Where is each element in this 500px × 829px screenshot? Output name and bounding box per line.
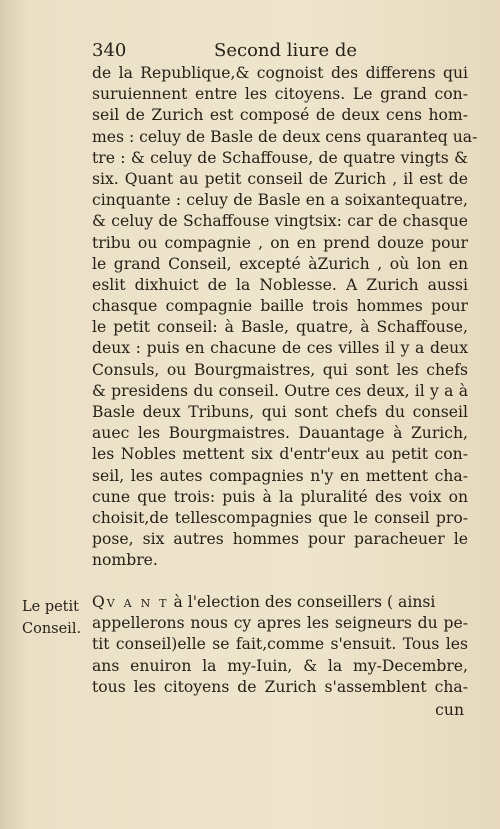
text-line: seil, les autes compagnies n'y en mettent cha- — [92, 466, 468, 485]
margin-note — [22, 596, 92, 640]
text-line: le grand Conseil, excepté àZurich , où lon en — [92, 254, 468, 273]
text-line: choisit,de tellescompagnies que le conseil pro- — [92, 508, 468, 527]
text-line: eslit dixhuict de la Noblesse. A Zurich aussi — [92, 275, 468, 294]
text-line: tribu ou compagnie , on en prend douze pour — [92, 233, 468, 252]
initial-word: Qv a n t — [92, 593, 169, 611]
text-line: Consuls, ou Bourgmaistres, qui sont les chefs — [92, 360, 468, 379]
text-line: mes : celuy de Basle de deux cens quaranteq ua- — [92, 127, 478, 146]
text-line: tre : & celuy de Schaffouse, de quatre vingts & — [92, 148, 468, 167]
margin-note-line: Le petit — [22, 599, 79, 615]
text-line: seil de Zurich est composé de deux cens hom- — [92, 106, 468, 125]
text-line: deux : puis en chacune de ces villes il y a deux — [92, 339, 468, 358]
text-line: suruiennent entre les citoyens. Le grand con- — [92, 85, 468, 104]
text-line: nombre. — [92, 551, 158, 570]
text-line: cinquante : celuy de Basle en a soixantequatre, — [92, 191, 468, 210]
text-line: les Nobles mettent six d'entr'eux au petit con- — [92, 445, 468, 464]
text-line: de la Republique,& cognoist des differens qui — [92, 64, 468, 82]
text-line: ans enuiron la my-Iuin, & la my-Decembre, — [92, 656, 468, 675]
text-line: chasque compagnie baille trois hommes pour — [92, 297, 468, 316]
text-line-rest: à l'election des conseillers ( ainsi — [168, 593, 436, 611]
catchword: cun — [435, 701, 464, 719]
text-line: six. Quant au petit conseil de Zurich , il est de — [92, 169, 468, 188]
text-line: pose, six autres hommes pour paracheuer le — [92, 530, 468, 549]
text-line: auec les Bourgmaistres. Dauantage à Zurich, — [92, 424, 468, 443]
text-line: tous les citoyens de Zurich s'assemblent cha- — [92, 677, 468, 696]
margin-note-line: Conseil. — [22, 621, 82, 637]
text-line: le petit conseil: à Basle, quatre, à Schaffouse, — [92, 318, 468, 337]
page-header — [92, 40, 492, 62]
second-paragraph — [92, 592, 468, 698]
folio-number: 340 — [92, 40, 127, 61]
text-line: tit conseil)elle se fait,comme s'ensuit. Tous les — [92, 635, 468, 654]
text-line: & celuy de Schaffouse vingtsix: car de chasque — [92, 212, 468, 231]
text-line: appellerons nous cy apres les seigneurs du pe- — [92, 614, 468, 633]
main-paragraph — [92, 63, 478, 572]
text-line: & presidens du conseil. Outre ces deux, il y a à — [92, 381, 468, 400]
text-line: Basle deux Tribuns, qui sont chefs du conseil — [92, 403, 468, 421]
running-head: Second liure de — [214, 40, 357, 61]
text-line: cune que trois: puis à la pluralité des voix on — [92, 487, 468, 506]
text-line — [92, 592, 468, 613]
